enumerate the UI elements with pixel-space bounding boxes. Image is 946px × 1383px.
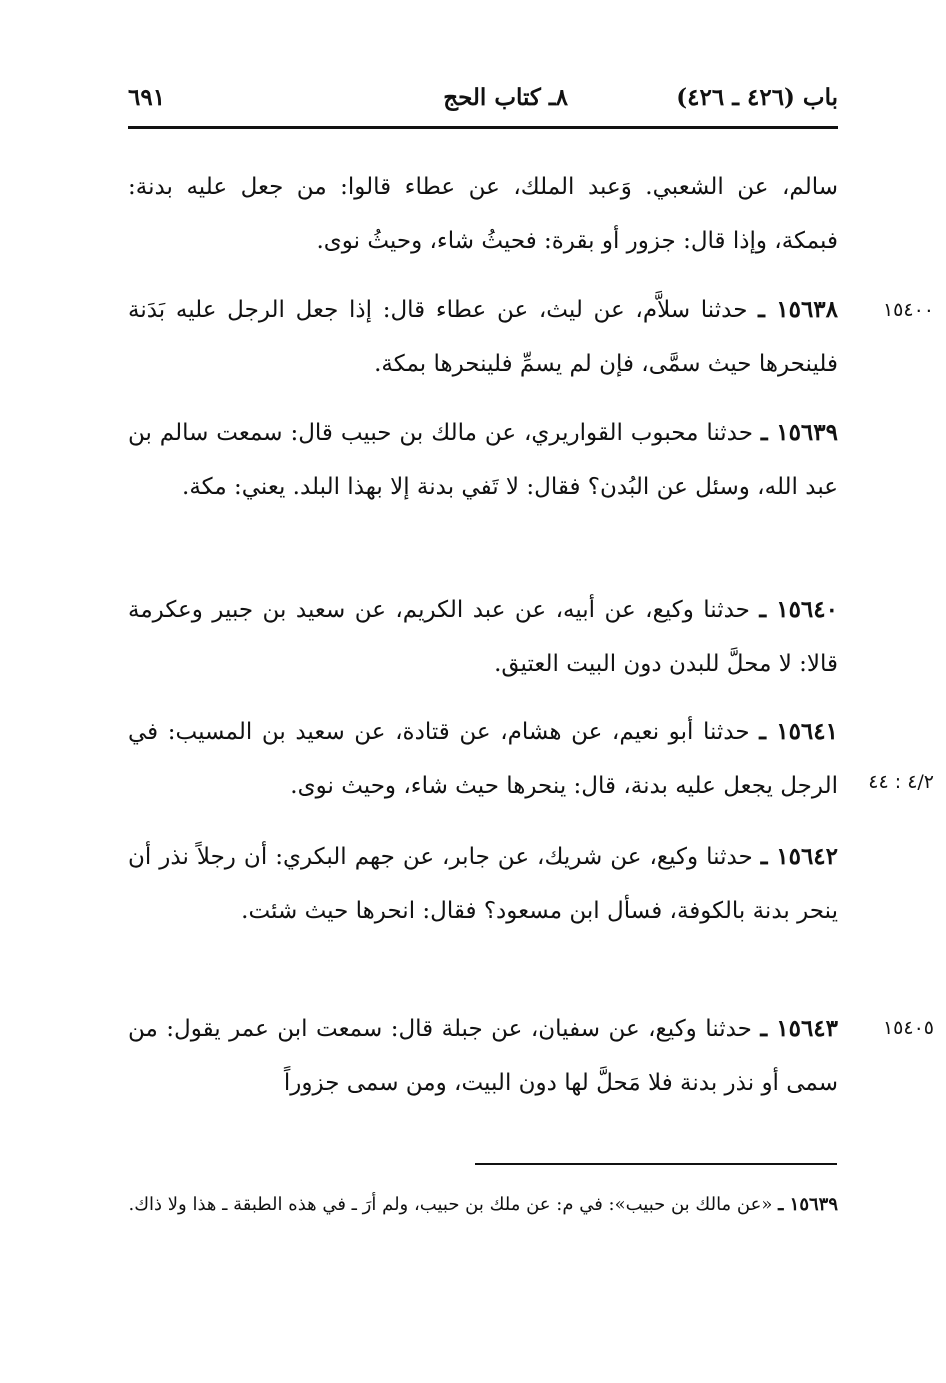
hadith-number: ١٥٦٤٣ ـ (760, 1015, 839, 1042)
hadith-15638 (128, 283, 838, 391)
hadith-15642 (128, 830, 838, 938)
paragraph-text: سالم، عن الشعبي. وَعبد الملك، عن عطاء قالوا: من جعل عليه بدنة: فبمكة، وإذا قال: جزور أو بقرة: فحيثُ شاء، وحيثُ نوى. (128, 174, 838, 254)
chapter-heading: باب (٤٢٦ ـ ٤٢٦) (676, 84, 838, 111)
footnote-text: «عن مالك بن حبيب»: في م: عن ملك بن حبيب، ولم أرَ ـ في هذه الطبقة ـ هذا ولا ذاك. (128, 1194, 773, 1215)
hadith-15640 (128, 583, 838, 691)
footnote-number: ١٥٦٣٩ ـ (778, 1194, 838, 1215)
hadith-number: ١٥٦٣٨ ـ (758, 296, 839, 323)
hadith-15643 (128, 1002, 838, 1110)
book-title: ٨ـ كتاب الحج (443, 84, 568, 111)
hadith-text: حدثنا محبوب القواريري، عن مالك بن حبيب قال: سمعت سالم بن عبد الله، وسئل عن البُدن؟ فقال: لا تَفي بدنة إلا بهذا البلد. يعني: مكة. (128, 420, 838, 500)
paragraph-continuation (128, 160, 838, 268)
hadith-15639 (128, 406, 838, 514)
footnote (128, 1184, 838, 1226)
margin-volume-number: ١٥٤٠٠ (882, 299, 934, 321)
hadith-text: حدثنا وكيع، عن شريك، عن جابر، عن جهم البكري: أن رجلاً نذر أن ينحر بدنة بالكوفة، فسأل ابن مسعود؟ فقال: انحرها حيث شئت. (128, 844, 838, 924)
margin-reference: ٤/٢ : ٤٤ (868, 771, 934, 793)
hadith-text: حدثنا وكيع، عن أبيه، عن عبد الكريم، عن سعيد بن جبير وعكرمة قالا: لا محلَّ للبدن دون البيت العتيق. (128, 597, 838, 677)
hadith-15641 (128, 705, 838, 813)
hadith-number: ١٥٦٣٩ ـ (760, 419, 838, 446)
hadith-text: حدثنا أبو نعيم، عن هشام، عن قتادة، عن سعيد بن المسيب: في الرجل يجعل عليه بدنة، قال: ينحرها حيث شاء، وحيث نوى. (128, 719, 838, 799)
page-number: ٦٩١ (128, 84, 166, 111)
header-divider (128, 126, 838, 129)
hadith-text: حدثنا وكيع، عن سفيان، عن جبلة قال: سمعت ابن عمر يقول: من سمى أو نذر بدنة فلا مَحلَّ لها دون البيت، ومن سمى جزوراً (128, 1016, 838, 1096)
footnote-divider (475, 1163, 837, 1165)
hadith-number: ١٥٦٤٠ ـ (759, 596, 838, 623)
page-header (128, 84, 838, 124)
hadith-number: ١٥٦٤٢ ـ (760, 843, 839, 870)
hadith-number: ١٥٦٤١ ـ (759, 718, 838, 745)
hadith-text: حدثنا سلاَّم، عن ليث، عن عطاء قال: إذا جعل الرجل عليه بَدَنة فلينحرها حيث سمَّى، فإن لم يسمِّ فلينحرها بمكة. (128, 297, 838, 377)
margin-volume-number: ١٥٤٠٥ (882, 1017, 934, 1039)
